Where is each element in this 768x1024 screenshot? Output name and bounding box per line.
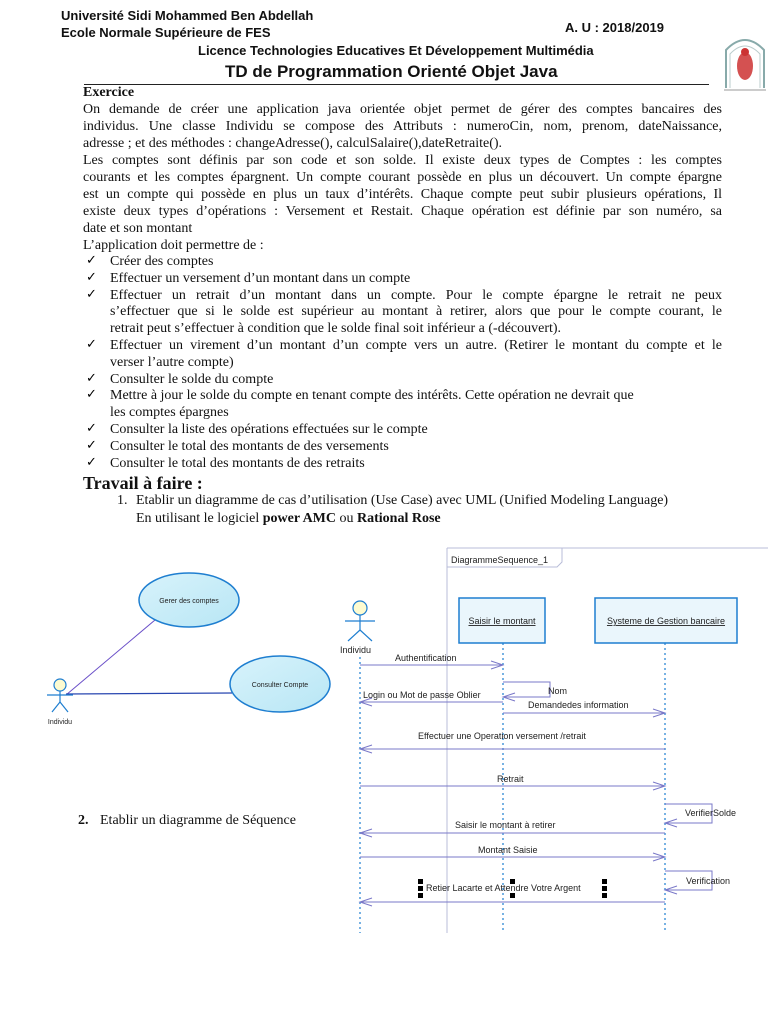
paragraph-line: adresse ; et des méthodes : changeAdresse(), calculSalaire(),dateRetraite(). [83, 136, 503, 151]
checklist-item: Effectuer un retrait d’un montant dans un compte. Pour le compte épargne le retrait ne peux [110, 287, 722, 303]
checklist-item: verser l’autre compte) [110, 354, 234, 370]
actor-icon [345, 601, 375, 641]
work-heading: Travail à faire : [83, 473, 203, 493]
title-divider [84, 84, 709, 85]
message-label: Login ou Mot de passe Oblier [363, 690, 481, 700]
check-icon: ✓ [86, 286, 97, 302]
checklist-item: Créer des comptes [110, 254, 214, 269]
page-title: TD de Programmation Orienté Objet Java [225, 62, 558, 81]
message-label: Verification [686, 876, 731, 886]
message-arrow [503, 709, 665, 717]
message-label: Retier Lacarte et Attendre Votre Argent [426, 883, 581, 893]
check-icon: ✓ [86, 370, 97, 386]
item1-text: Etablir un diagramme de cas d’utilisation (Use Case) avec UML (Unified Modeling Language) [136, 493, 669, 508]
association-gerer [66, 620, 155, 695]
message-label: Demandedes information [528, 700, 629, 710]
paragraph-line: Les comptes sont définis par son code et son solde. Il existe deux types de Comptes : les comptes [83, 153, 722, 168]
item1-number: 1. [117, 493, 128, 508]
message-label: Effectuer une Operation versement /retrait [418, 731, 586, 741]
message-arrow [503, 682, 550, 701]
checklist-item: Effectuer un virement d’un montant d’un compte vers un autre. (Retirer le montant du compte et le [110, 338, 722, 353]
use-case-label: Consulter Compte [251, 682, 309, 689]
item1-tools [136, 510, 441, 527]
message-arrow [360, 898, 665, 906]
checklist-item: retrait peut s’effectuer à condition que le solde final soit inférieur a (-découvert). [110, 321, 562, 337]
checklist-item: Effectuer un versement d’un montant dans un compte [110, 270, 411, 286]
message-arrow [360, 829, 665, 837]
paragraph-line: L’application doit permettre de : [83, 238, 264, 253]
check-icon: ✓ [86, 387, 97, 403]
actor-label: Individu [47, 719, 73, 726]
paragraph-line: est un compte qui possède en plus un taux d’intérêts. Chaque compte peut subir plusieurs opérations, Il [83, 187, 722, 202]
tool-rational-rose: Rational Rose [357, 511, 441, 526]
paragraph-line: On demande de créer une application java orientée objet permet de gérer des comptes bancaires des [83, 102, 722, 117]
checklist-item: Consulter la liste des opérations effectuées sur le compte [110, 422, 428, 437]
check-icon: ✓ [86, 421, 97, 436]
checklist-item: Consulter le solde du compte [110, 371, 274, 387]
message-arrow [360, 745, 665, 753]
sequence-diagram [340, 540, 768, 940]
check-icon: ✓ [86, 269, 97, 285]
paragraph-line: courants et les comptes épargnent. Un compte courant possède en plus un découvert. Un compte épargne [83, 170, 722, 185]
frame-label: DiagrammeSequence_1 [451, 555, 549, 565]
object-label: Saisir le montant [468, 616, 536, 626]
checklist-item: Consulter le total des montants de des versements [110, 438, 389, 454]
object-label: Systeme de Gestion bancaire [606, 616, 726, 626]
message-label: VerifierSolde [685, 808, 737, 818]
actor-icon [47, 679, 73, 712]
checklist-item: Mettre à jour le solde du compte en tenant compte des intérêts. Cette opération ne devrait que [110, 388, 634, 404]
item1-prefix: En utilisant le logiciel [136, 511, 263, 526]
paragraph-line: individus. Une classe Individu se compose des Attributs : numeroCin, nom, prenom, dateNaissance, [83, 119, 722, 134]
academic-year: A. U : 2018/2019 [565, 20, 665, 35]
actor-label: Individu [340, 645, 372, 655]
program-name: Licence Technologies Educatives Et Développement Multimédia [198, 43, 594, 58]
use-case-label: Gerer des comptes [159, 598, 219, 605]
checklist-item: Consulter le total des montants de des retraits [110, 455, 365, 471]
item2-number: 2. [78, 813, 89, 828]
paragraph-line: existe deux types d’opérations : Versement et Restait. Chaque opération est définie par son numéro, sa [83, 204, 722, 219]
message-label: Authentification [395, 653, 457, 663]
university-logo [722, 28, 768, 92]
item2-text: Etablir un diagramme de Séquence [100, 813, 296, 828]
check-icon: ✓ [86, 454, 97, 470]
check-icon: ✓ [86, 253, 97, 268]
message-label: Saisir le montant à retirer [455, 820, 556, 830]
university-name: Université Sidi Mohammed Ben Abdellah [61, 8, 314, 23]
message-label: Retrait [497, 774, 524, 784]
paragraph-line: date et son montant [83, 221, 193, 236]
check-icon: ✓ [86, 437, 97, 453]
tool-power-amc: power AMC [262, 511, 336, 526]
use-case-diagram [0, 540, 340, 740]
item1-or: ou [336, 511, 357, 526]
school-name: Ecole Normale Supérieure de FES [61, 25, 271, 40]
checklist-item: les comptes épargnes [110, 405, 229, 421]
association-consulter [66, 693, 232, 694]
message-label: Montant Saisie [478, 845, 538, 855]
checklist-item: s’effectuer que si le solde est supérieur au montant à retirer, alors que pour le compte courant, le [110, 304, 722, 320]
exercise-heading: Exercice [83, 85, 135, 100]
message-label: Nom [548, 686, 568, 696]
check-icon: ✓ [86, 337, 97, 352]
